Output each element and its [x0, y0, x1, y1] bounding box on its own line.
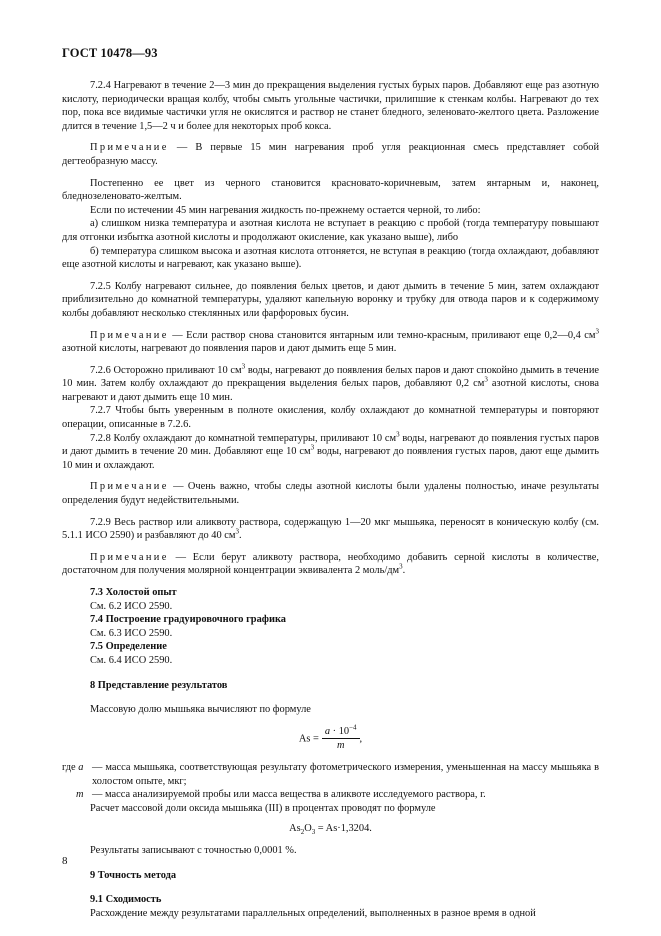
- section-9-1-text: Расхождение между результатами параллельных определений, выполненных в разное время в одной: [90, 907, 536, 919]
- legend-a-text: — масса мышьяка, соответствующая результату фотометрического измерения, уменьшенная на массу мышьяка в холостом опыте, мкг;: [92, 761, 599, 787]
- section-7-4-title: 7.4 Построение градуировочного графика: [90, 614, 286, 626]
- paragraph-if: Если по истечении 45 мин нагревания жидкость по-прежнему остается черной, то либо:: [90, 204, 481, 216]
- paragraph-oxide: Расчет массовой доли оксида мышьяка (III) в процентах проводят по формуле: [90, 802, 436, 814]
- section-7-5-title: 7.5 Определение: [90, 641, 167, 653]
- paragraph-7-2-7: 7.2.7 Чтобы быть уверенным в полноте окисления, колбу охлаждают до комнатной температуры и повторяют операции, описанные в 7.2.6.: [62, 405, 599, 431]
- section-7-5-text: См. 6.4 ИСО 2590.: [90, 654, 173, 666]
- note-2: Примечание — Если раствор снова становится янтарным или темно-красным, приливают еще 0,2—0,4 $см^3$ азотной кислоты, нагревают до появления паров и дают дымить еще 5 мин.: [62, 327, 599, 355]
- section-9-1-title: 9.1 Сходимость: [90, 894, 162, 906]
- paragraph-7-2-5: 7.2.5 Колбу нагревают сильнее, до появления белых цветов, и дают дымить в течение 5 мин, затем охлаждают приблизительно до комнатной температуры, удаляют капельную воронку и трубку для отвода паров и к содержимому колбы добавляют несколько стеклянных или фарфоровых бусин.: [62, 280, 599, 319]
- page-header: ГОСТ 10478—93: [62, 46, 158, 60]
- note-label: Примечание: [90, 551, 169, 563]
- note-label: Примечание: [90, 481, 169, 493]
- paragraph-option-a: а) слишком низка температура и азотная кислота не вступает в реакцию с пробой (тогда температуру повышают для отгонки избытка азотной кислоты и продолжают окисление, как указано выше), либо: [62, 218, 599, 243]
- section-7-4-text: См. 6.3 ИСО 2590.: [90, 627, 173, 639]
- note-label: Примечание: [90, 329, 169, 341]
- paragraph-7-2-9: 7.2.9 Весь раствор или аликвоту раствора, содержащую 1—20 мкг мышьяка, переносят в коническую колбу (см. 5.1.1 ИСО 2590) и разбавляют до 40 $см^3$.: [62, 516, 599, 542]
- note-label: Примечание: [90, 142, 169, 154]
- note-1-text: — В первые 15 мин нагревания проб угля реакционная смесь представляет собой дегтеобразную массу.: [62, 142, 599, 167]
- paragraph-option-b: б) температура слишком высока и азотная кислота отгоняется, не вступая в реакцию (тогда охлаждают, добавляют еще азотной кислоты и нагревают, как указано выше).: [62, 245, 599, 271]
- formula-legend: где a — масса мышьяка, соответствующая результату фотометрического измерения, уменьшенная на массу мышьяка в холостом опыте, мкг; m — масса анализируемой пробы или масса вещества в аликвоте исследуемого раствора, г.: [62, 761, 599, 801]
- section-7-3-text: См. 6.2 ИСО 2590.: [90, 600, 173, 612]
- paragraph-7-2-4: 7.2.4 Нагревают в течение 2—3 мин до прекращения выделения густых бурых паров. Добавляют еще раз азотную кислоту, периодически вращая колбу, чтобы смыть угольные частички, прилипшие к стенкам колбы. Нагревают до тех пор, пока все видимые частички угля не окислятся и раствор не станет бледного, зеленовато-желтого цвета. Разложение длится в течение 1,5—2 ч и более для некоторых проб кокса.: [62, 80, 599, 132]
- formula-fraction: $\frac{a \cdot 10^{-4}}{m}$: [322, 725, 360, 753]
- note-3: Примечание — Очень важно, чтобы следы азотной кислоты были удалены полностью, иначе результаты определения будут недействительными.: [62, 481, 599, 507]
- paragraph-record: Результаты записывают с точностью 0,0001 %.: [90, 844, 297, 856]
- section-9-title: 9 Точность метода: [90, 869, 177, 881]
- page-content: [62, 79, 599, 920]
- paragraph-7-2-8: 7.2.8 Колбу охлаждают до комнатной температуры, приливают 10 $см^3$ воды, нагревают до появления густых паров и дают дымить в течение 20 мин. Добавляют еще 10 $см^3$ воды, нагревают до появления густых паров, дают еще дымить 10 мин и охлаждают.: [62, 430, 600, 471]
- page-number: 8: [62, 855, 68, 867]
- section-8-title: 8 Представление результатов: [90, 679, 228, 691]
- legend-m-text: — масса анализируемой пробы или масса вещества в аликвоте исследуемого раствора, г.: [92, 789, 486, 801]
- section-7-3-title: 7.3 Холостой опыт: [90, 587, 177, 598]
- formula-arsenic: As = $\frac{a \cdot 10^{-4}}{m}$ ,: [298, 723, 363, 752]
- paragraph-color: Постепенно ее цвет из черного становится красновато-коричневым, затем янтарным и, наконец, бледнозеленовато-желтым.: [62, 177, 599, 203]
- note-4: Примечание — Если берут аликвоту раствора, необходимо добавить серной кислоты в количестве, достаточном для получения молярной концентрации эквивалента 2 моль/$дм^3$.: [62, 551, 599, 577]
- note-1: [62, 141, 599, 168]
- paragraph-7-2-6: 7.2.6 Осторожно приливают 10 $см^3$ воды, нагревают до появления белых паров и дают спокойно дымить в течение 10 мин. Затем колбу охлаждают до прекращения выделения белых паров, добавляют 0,2 $см^3$ азотной кислоты, снова нагревают и дают дымить еще 10 мин.: [62, 362, 600, 403]
- formula-oxide: $As_2O_3 = As\cdot 1,3204$.: [289, 823, 372, 837]
- section-8-intro: Массовую долю мышьяка вычисляют по формуле: [90, 704, 311, 716]
